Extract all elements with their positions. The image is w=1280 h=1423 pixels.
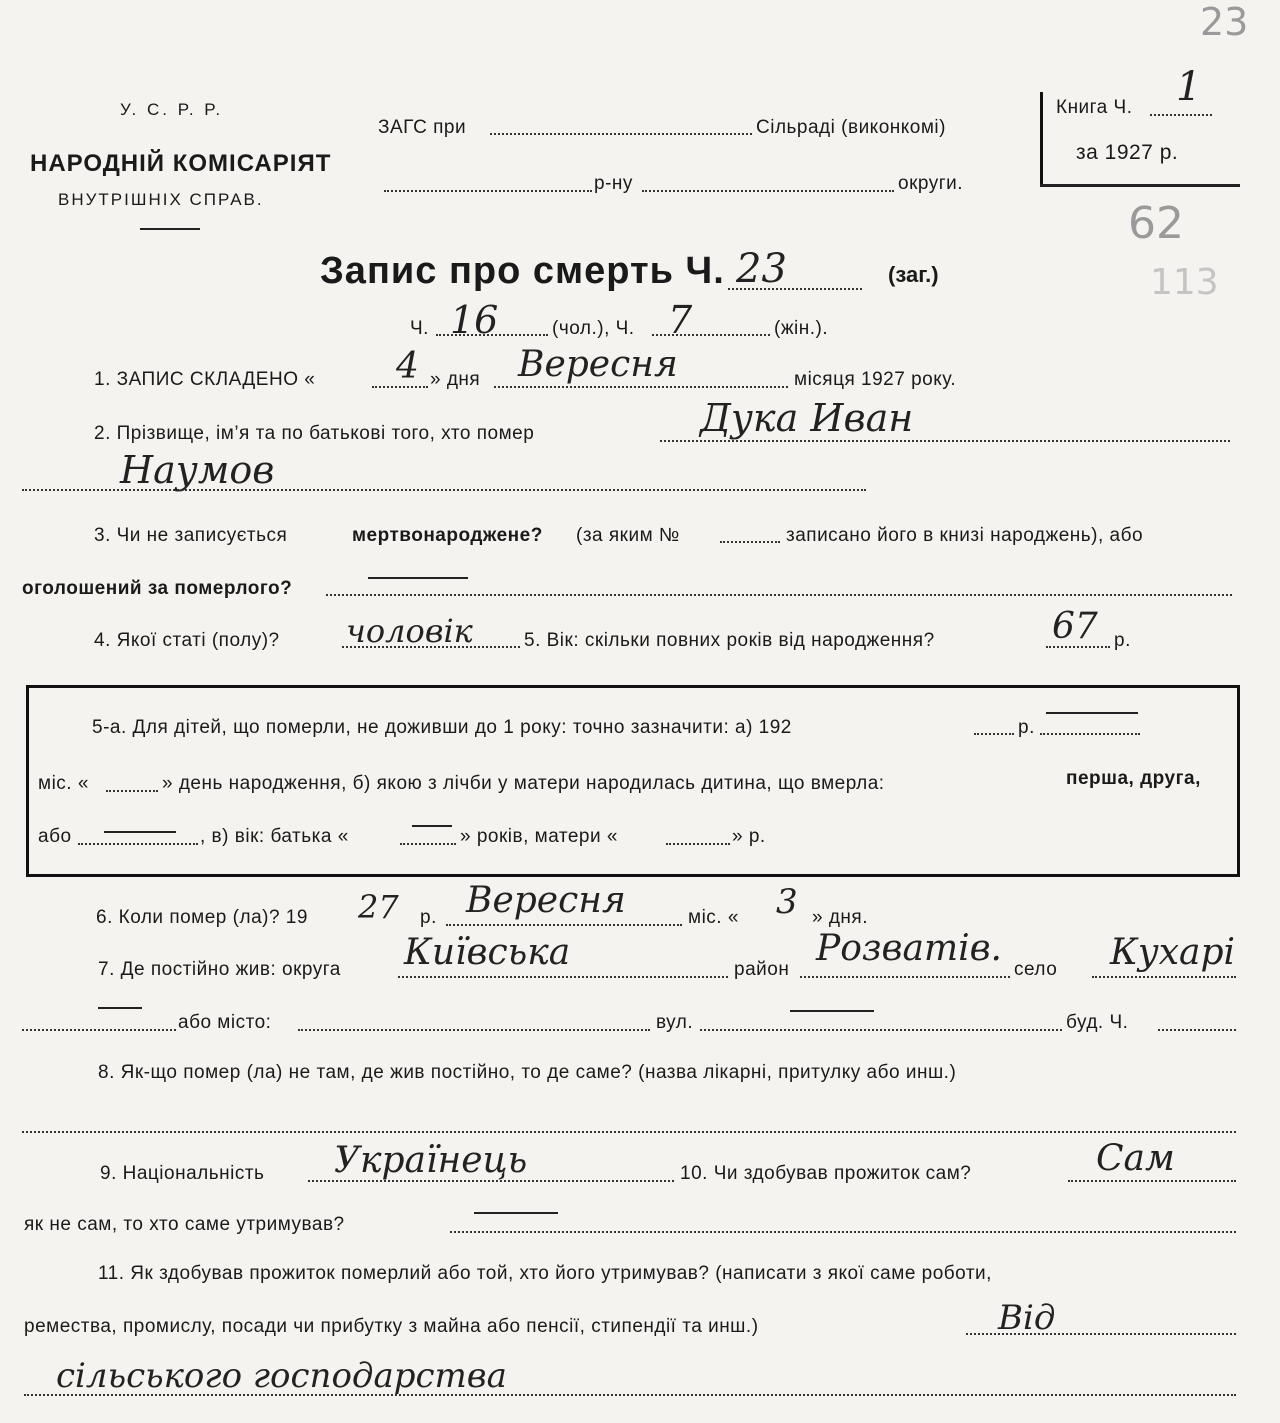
item5a-line2-c: перша, друга, (1066, 768, 1201, 789)
item3-label-d: записано його в книзі народжень), або (786, 525, 1144, 546)
item3-label-a: 3. Чи не записується (94, 525, 288, 546)
item6-month-field (446, 924, 682, 926)
item2-name-field (660, 440, 1230, 442)
female-label: (жін.). (774, 318, 829, 339)
item9-label: 9. Національність (100, 1163, 265, 1184)
pencil-mark-top: 23 (1200, 0, 1249, 44)
book-number-field (1150, 114, 1212, 116)
item5a-year-field (974, 733, 1014, 735)
item7-bud-field (1158, 1029, 1236, 1031)
item5a-line2-a: міс. « (38, 773, 89, 794)
item5a-father-dash (412, 825, 452, 827)
zags-prefix: ЗАГС при (378, 117, 467, 138)
item5a-line1-b: р. (1018, 717, 1035, 738)
item7-rayon-field (800, 976, 1010, 978)
item6-year-digits: 27 (358, 888, 399, 926)
item10-label: 10. Чи здобував прожиток сам? (680, 1163, 972, 1184)
item5a-line3-d: » р. (732, 826, 766, 847)
item6-month-suffix: міс. « (688, 907, 739, 928)
item11-answer-a: Від (998, 1298, 1056, 1338)
item5a-line1-a: 5-а. Для дітей, що померли, не доживши до 1 року: точно зазначити: а) 192 (92, 717, 792, 738)
item5a-father-field (400, 843, 456, 845)
item3-declared-field (326, 594, 1232, 596)
male-count-field (436, 334, 548, 336)
book-label: Книга Ч. (1056, 97, 1133, 118)
item5-age-label: 5. Вік: скільки повних років від народження? (524, 630, 935, 651)
item6-day: 3 (776, 882, 798, 922)
item5a-line2-b: » день народження, б) якою з лічби у матери народилась дитина, що вмерла: (162, 773, 885, 794)
item7-selo: Кухарі (1110, 932, 1236, 973)
item1-month-field (494, 386, 788, 388)
item6-label: 6. Коли помер (ла)? 19 (96, 907, 308, 928)
item5a-month-field (1040, 733, 1140, 735)
item9-nationality-field (308, 1180, 674, 1182)
item7-okruha: Київська (404, 932, 571, 973)
item6-month: Вересня (466, 880, 626, 921)
item8-label: 8. Як-що помер (ла) не там, де жив постійно, то де саме? (назва лікарні, притулку або инш.) (98, 1062, 957, 1083)
commissariat-title: НАРОДНІЙ КОМІСАРІЯТ (30, 150, 332, 177)
item3-label-c: (за яким № (576, 525, 680, 546)
item7-okruha-field (398, 976, 728, 978)
item7-vul-field (700, 1029, 1062, 1031)
record-number-field (728, 288, 862, 290)
item10-self: Сам (1096, 1138, 1175, 1179)
record-title: Запис про смерть Ч. (320, 250, 725, 292)
item3-label-e: оголошений за померлого? (22, 578, 293, 599)
book-box-border (1040, 92, 1043, 186)
item10-support-dash (474, 1212, 558, 1214)
item4-sex: чоловік (346, 612, 473, 650)
item1-day-field (372, 386, 428, 388)
item3-label-b: мертвонароджене? (352, 525, 543, 546)
count-label: Ч. (410, 318, 429, 339)
rayon-field (384, 190, 592, 192)
okruha-label: округи. (898, 173, 964, 194)
book-year: за 1927 р. (1076, 141, 1179, 164)
item7-selo-label: село (1014, 959, 1058, 980)
item10-support-field (450, 1231, 1236, 1233)
item6-day-suffix: » дня. (812, 907, 868, 928)
book-box-bottom (1040, 184, 1240, 187)
item5-age: 67 (1052, 606, 1098, 647)
pencil-mark-low: 113 (1150, 262, 1219, 303)
item10-self-field (1068, 1180, 1236, 1182)
female-count-field (652, 334, 770, 336)
department-title: ВНУТРІШНІХ СПРАВ. (58, 190, 264, 209)
republic-label: У. С. Р. Р. (120, 100, 224, 119)
item11-answer-b: сільського господарства (56, 1356, 507, 1396)
book-number: 1 (1176, 64, 1202, 110)
item5-age-suffix: р. (1114, 630, 1131, 651)
record-number: 23 (736, 246, 787, 292)
item7-misto-label: або місто: (178, 1012, 272, 1033)
item5a-order-dash (104, 831, 176, 833)
item5a-mother-field (666, 843, 730, 845)
item2-patronymic: Наумов (120, 448, 275, 492)
item6-year-suffix: р. (420, 907, 437, 928)
item7-rayon-label: район (734, 959, 790, 980)
item5a-line3-c: » років, матери « (460, 826, 618, 847)
item8-field (22, 1131, 1236, 1133)
item10-support-label: як не сам, то хто саме утримував? (24, 1214, 345, 1235)
item5a-line3-a: або (38, 826, 72, 847)
item1-day: 4 (396, 346, 419, 387)
item5a-month-dash (1046, 712, 1138, 714)
item11-line1: 11. Як здобував прожиток померлий або той, хто його утримував? (написати з якої саме роботи, (98, 1263, 992, 1284)
item5a-line3-b: , в) вік: батька « (200, 826, 349, 847)
item3-number-field (720, 541, 780, 543)
item7-rayon: Розватів. (816, 928, 1002, 969)
male-label: (чол.), Ч. (552, 318, 635, 339)
zags-field (490, 133, 752, 135)
item9-nationality: Українець (334, 1140, 528, 1181)
pencil-mark-mid: 62 (1128, 198, 1184, 249)
item1-month: Вересня (518, 344, 678, 385)
item11-line2: ремества, промислу, посади чи прибутку з майна або пенсії, стипендії та инш.) (24, 1316, 759, 1337)
zags-suffix: Сільраді (виконкомі) (756, 117, 946, 138)
female-count: 7 (668, 298, 693, 342)
record-title-suffix: (заг.) (888, 262, 939, 287)
item7-vul-label: вул. (656, 1012, 694, 1033)
item3-dash (368, 577, 468, 579)
item11-answer-b-field (24, 1394, 1236, 1396)
item11-answer-field (966, 1333, 1236, 1335)
item2-name: Дука Иван (700, 396, 914, 440)
item4-sex-field (342, 646, 520, 648)
item7-misto-dash (98, 1007, 142, 1009)
item7-label: 7. Де постійно жив: округа (98, 959, 341, 980)
item1-day-close: » дня (430, 369, 481, 390)
item7-prefix-field (22, 1029, 176, 1031)
item5-age-field (1046, 646, 1110, 648)
header-divider (140, 228, 200, 230)
item1-label: 1. ЗАПИС СКЛАДЕНО « (94, 369, 316, 390)
item7-bud-label: буд. Ч. (1066, 1012, 1129, 1033)
item2-patronymic-field (22, 489, 866, 491)
okruha-field (642, 190, 894, 192)
rayon-label: р-ну (594, 173, 633, 194)
item1-suffix: місяця 1927 року. (794, 369, 957, 390)
item7-selo-field (1092, 976, 1236, 978)
item4-label: 4. Якої статі (полу)? (94, 630, 280, 651)
item5a-order-field (78, 843, 198, 845)
item2-label: 2. Прізвище, ім’я та по батькові того, хто помер (94, 423, 535, 444)
item7-misto-field (298, 1029, 650, 1031)
item5a-day-field (106, 790, 158, 792)
male-count: 16 (450, 298, 499, 342)
item7-vul-dash (790, 1010, 874, 1012)
